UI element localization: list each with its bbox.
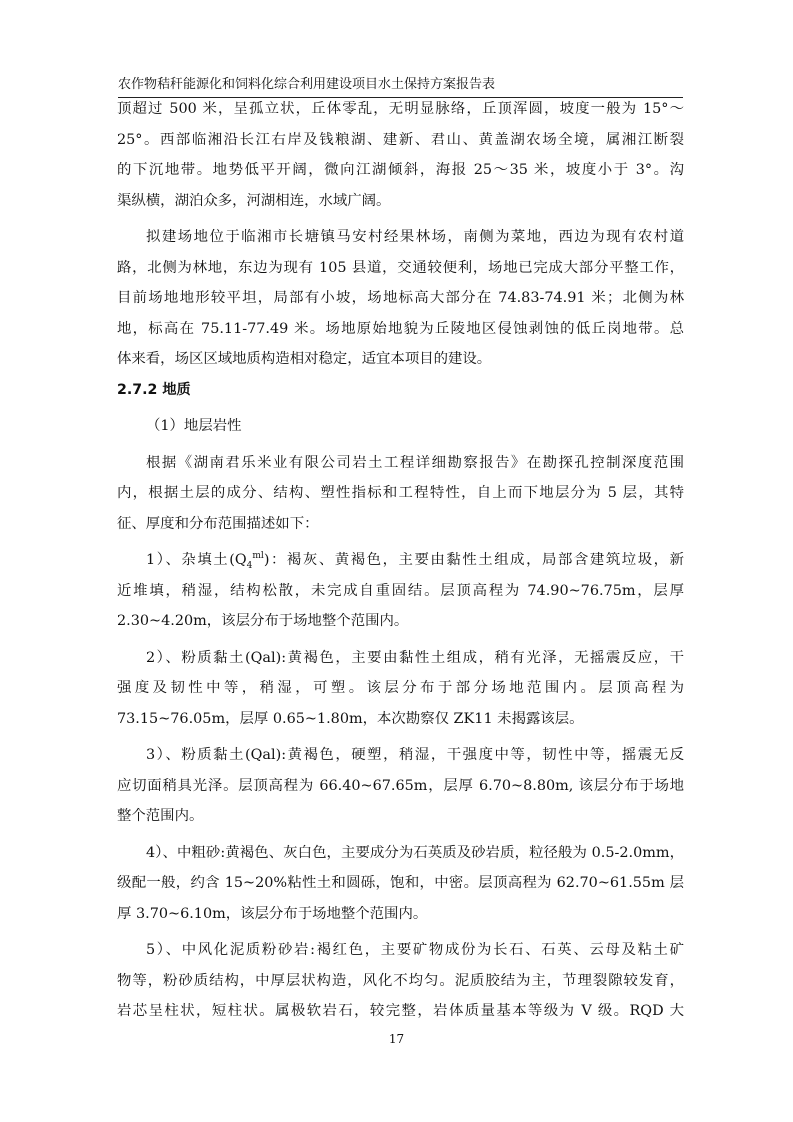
layer-5-description bbox=[117, 935, 684, 1027]
text-line: 体来看，场区区域地质构造相对稳定，适宜本项目的建设。 bbox=[117, 351, 492, 367]
text-line: 厚 3.70~6.10m，该层分布于场地整个范围内。 bbox=[117, 905, 428, 922]
text-line: 整个范围内。 bbox=[117, 808, 204, 824]
paragraph-terrain bbox=[117, 94, 684, 216]
text-line: 顶超过 500 米，呈孤立状，丘体零乱，无明显脉络，丘顶浑圆，坡度一般为 15°～ bbox=[117, 101, 684, 117]
text-line: 物等，粉砂质结构，中厚层状构造，风化不均匀。泥质胶结为主，节理裂隙较发育， bbox=[117, 972, 684, 989]
text-line: 近堆填，稍湿，结构松散，未完成自重固结。层顶高程为 74.90~76.75m，层厚 bbox=[117, 582, 684, 599]
layer-2-description bbox=[117, 643, 684, 735]
text-line: 2）、粉质黏土(Qal):黄褐色，主要由黏性土组成，稍有光泽，无摇震反应，干 bbox=[146, 649, 684, 666]
text-line: 73.15~76.05m，层厚 0.65~1.80m，本次勘察仅 ZK11 未揭露该层。 bbox=[117, 710, 584, 727]
section-heading: 2.7.2 地质 bbox=[117, 381, 191, 398]
layer-4-description bbox=[117, 838, 684, 930]
text-line: 征、厚度和分布范围描述如下： bbox=[117, 515, 319, 532]
text-line: 5）、中风化泥质粉砂岩:褐红色，主要矿物成份为长石、石英、云母及粘土矿 bbox=[146, 942, 684, 958]
text-line: 路，北侧为林地，东边为现有 105 县道，交通较便利，场地已完成大部分平整工作， bbox=[117, 259, 684, 276]
text-line: 岩芯呈柱状，短柱状。属极软岩石，较完整，岩体质量基本等级为 V 级。RQD 大 bbox=[117, 1003, 684, 1019]
text-line: 25°。西部临湘沿长江右岸及钱粮湖、建新、君山、黄盖湖农场全境，属湘江断裂 bbox=[117, 131, 684, 148]
text-line: 拟建场地位于临湘市长塘镇马安村经果林场，南侧为菜地，西边为现有农村道 bbox=[146, 229, 684, 245]
text-line: 根据《湖南君乐米业有限公司岩土工程详细勘察报告》在勘探孔控制深度范围 bbox=[146, 454, 684, 471]
page-number: 17 bbox=[388, 1032, 405, 1046]
text-line: 的下沉地带。地势低平开阔，微向江湖倾斜，海报 25～35 米，坡度小于 3°。沟 bbox=[117, 162, 684, 178]
layer-3-description bbox=[117, 740, 684, 832]
document-body bbox=[117, 94, 684, 1027]
paragraph-site bbox=[117, 222, 684, 375]
header-title: 农作物秸秆能源化和饲料化综合利用建设项目水土保持方案报告表 bbox=[118, 77, 496, 92]
text-line: 渠纵横，湖泊众多，河湖相连，水域广阔。 bbox=[117, 192, 391, 209]
text-line: 地，标高在 75.11-77.49 米。场地原始地貌为丘陵地区侵蚀剥蚀的低丘岗地带。总 bbox=[117, 320, 684, 337]
text-line: 2.30~4.20m，该层分布于场地整个范围内。 bbox=[117, 613, 409, 629]
text-line: 1）、杂填土$(Q_4^{ml})$：褐灰、黄褐色，主要由黏性土组成，局部含建筑垃圾，新 bbox=[146, 551, 684, 571]
text-line: 级配一般，约含 15~20%粘性土和圆砾，饱和，中密。层顶高程为 62.70~61.55m 层 bbox=[117, 875, 684, 891]
text-line: 目前场地地形较平坦，局部有小坡，场地标高大部分在 74.83-74.91 米；北侧为林 bbox=[117, 290, 684, 306]
text-line: 应切面稍具光泽。层顶高程为 66.40~67.65m，层厚 6.70~8.80m, 该层分布于场地 bbox=[117, 777, 684, 794]
text-line: 4）、中粗砂:黄褐色、灰白色，主要成分为石英质及砂岩质，粒径般为 0.5-2.0mm， bbox=[146, 844, 684, 861]
subheading: （1）地层岩性 bbox=[146, 418, 242, 434]
paragraph-intro bbox=[117, 448, 684, 540]
layer-1-description bbox=[117, 545, 684, 637]
text-line: 内，根据土层的成分、结构、塑性指标和工程特性，自上而下地层分为 5 层，其特 bbox=[117, 485, 684, 501]
text-line: 3）、粉质黏土(Qal):黄褐色，硬塑，稍湿，干强度中等，韧性中等，摇震无反 bbox=[146, 747, 684, 763]
text-line: 强度及韧性中等，稍湿，可塑。该层分布于部分场地范围内。层顶高程为 bbox=[117, 680, 684, 696]
